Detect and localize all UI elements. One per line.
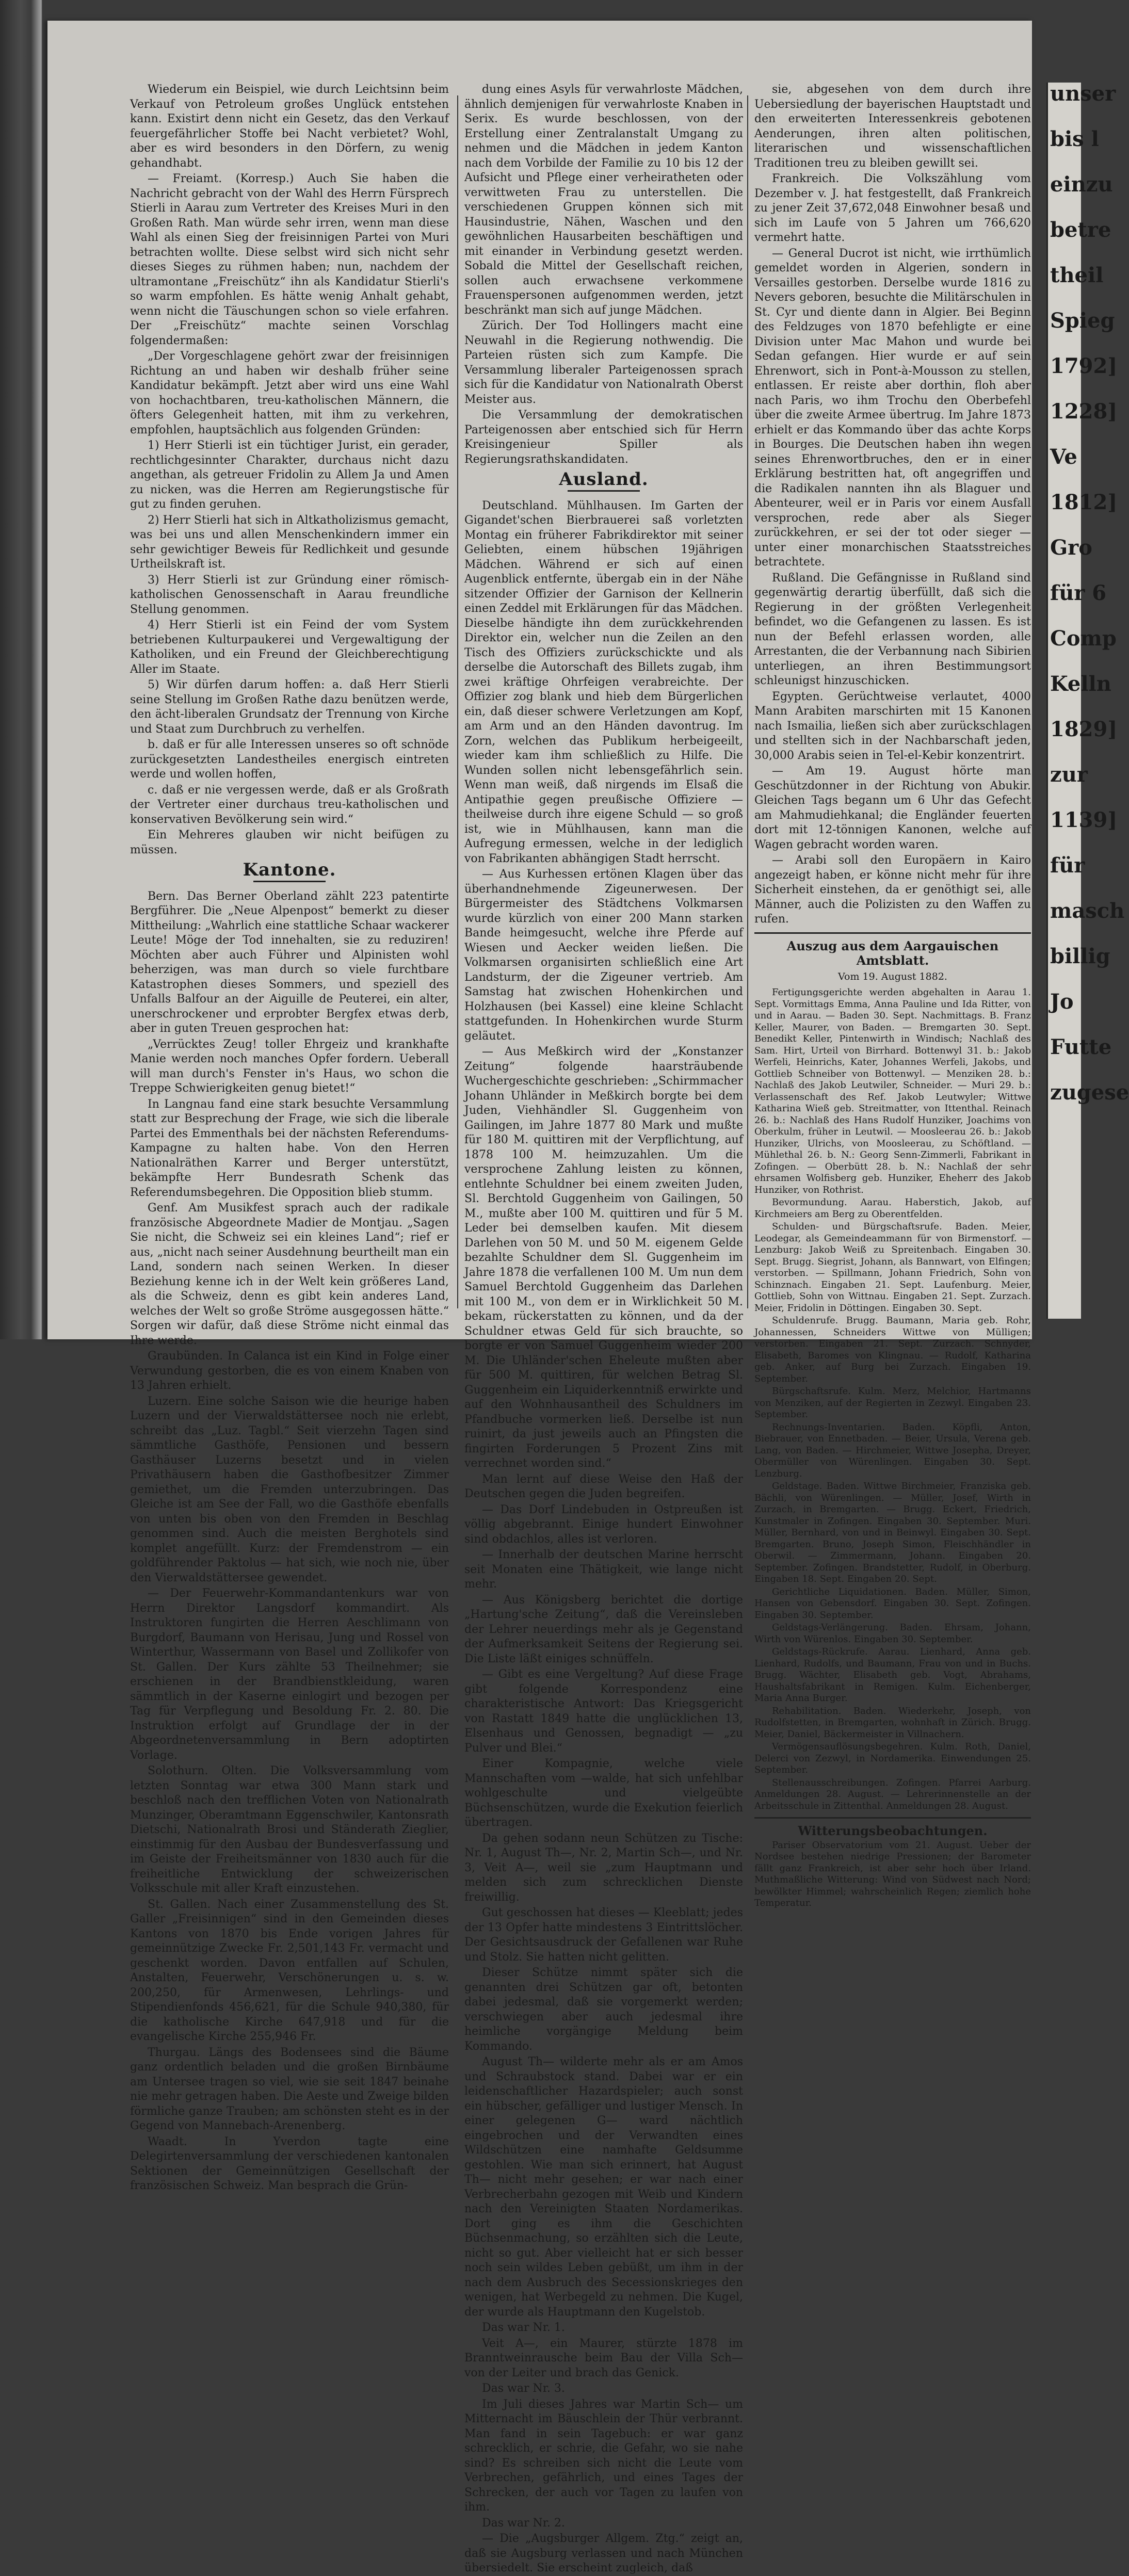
edge-fragment: Gro — [1050, 536, 1092, 560]
article-paragraph: sie, abgesehen von dem durch ihre Uebersiedlung der bayerischen Hauptstadt und den erweiterten Interessenkreis gebotenen Aenderungen, ihren alten politischen, literarischen und wissenschaftlichen Traditionen treu zu bleiben gewillt sei. — [754, 83, 1031, 170]
article-paragraph: Wiederum ein Beispiel, wie durch Leichtsinn beim Verkauf von Petroleum großes Unglück entstehen kann. Existirt denn nicht ein Gesetz, das den Verkauf feuergefährlicher Stoffe bei Nacht verbietet? Wohl, aber es wird besonders in den Dörfern, zu wenig gehandhabt. — [130, 83, 449, 170]
section-heading-kantone — [130, 860, 449, 882]
article-paragraph: Waadt. In Yverdon tagte eine Delegirtenversammlung der verschiedenen kantonalen Sektionen der Gemeinnützigen Gesellschaft der französischen Schweiz. Man besprach die Grün- — [130, 2135, 449, 2192]
edge-fragment: Kelln — [1050, 672, 1111, 696]
edge-fragment: masch — [1050, 899, 1125, 923]
edge-fragment: betre — [1050, 218, 1111, 242]
article-paragraph: Schulden- und Bürgschaftsrufe. Baden. Meier, Leodegar, als Gemeindeammann für von Birmenstorf. — Lenzburg: Jakob Weiß zu Spreitenbach. Eingaben 30. Sept. Brugg. Siegrist, Johann, als Bannwart, von Elfingen; verstorben. — Spillmann, Johann Friedrich, Sohn von Schinznach. Eingaben 21. Sept. Laufenburg. Meier, Gottlieb, Sohn von Wittnau. Eingaben 21. Sept. Zurzach. Meier, Fridolin in Döttingen. Eingaben 30. Sept. — [754, 1221, 1031, 1314]
edge-fragment: billig — [1050, 944, 1110, 968]
amtsblatt-entries — [754, 987, 1031, 1812]
article-paragraph: Vermögensauflösungsbegehren. Kulm. Roth, Daniel, Delerci von Zezwyl, in Nordamerika. Einwendungen 25. September. — [754, 1741, 1031, 1775]
article-paragraph: Stellenausschreibungen. Zofingen. Pfarrei Aarburg. Anmeldungen 28. August. — Lehrerinnenstelle an der Arbeitsschule in Zittenthal. Anmeldungen 28. August. — [754, 1777, 1031, 1811]
article-paragraph: Luzern. Eine solche Saison wie die heurige haben Luzern und der Vierwaldstättersee noch nie erlebt, schreibt das „Luz. Tagbl.“ Seit vierzehn Tagen sind sämmtliche Gasthöfe, Pensionen und bessern Gasthäuser Luzerns besetzt und in vielen Privathäusern haben die Gasthofbesitzer Zimmer gemiethet, um die Fremden unterzubringen. Das Gleiche ist am See der Fall, wo die Gasthöfe ebenfalls von unten bis oben von den Fremden in Beschlag genommen sind. Auch die meisten Berghotels sind komplet angefüllt. Kurz: der Fremdenstrom — ein goldführender Paktolus — hat sich, wie noch nie, über den Vierwaldstättersee gewendet. — [130, 1395, 449, 1584]
edge-fragment: 1792] — [1050, 354, 1118, 378]
edge-fragment: 1829] — [1050, 717, 1118, 741]
amtsblatt-date: Vom 19. August 1882. — [838, 970, 947, 982]
article-paragraph: Gerichtliche Liquidationen. Baden. Müller, Simon, Hansen von Gebensdorf. Eingaben 30. Sept. Zofingen. Eingaben 30. September. — [754, 1586, 1031, 1621]
heading-underline — [253, 881, 326, 882]
article-paragraph: c. daß er nie vergessen werde, daß er als Großrath der Vertreter einer durchaus treu-katholischen und konservativen Bevölkerung sein wird.“ — [130, 783, 449, 826]
kantone-articles — [130, 889, 449, 2194]
article-paragraph: Die Versammlung der demokratischen Parteigenossen aber entschied sich für Herrn Kreisingenieur Spiller als Regierungsrathskandidaten. — [464, 409, 743, 466]
article-paragraph: Einer Kompagnie, welche viele Mannschaften vom —walde, hat sich unfehlbar wohlgeschulte und vielgeübte Büchsenschützen, wurde die Exekution feierlich übertragen. — [464, 1757, 743, 1829]
edge-fragment: bis l — [1050, 127, 1099, 151]
article-paragraph: „Der Vorgeschlagene gehört zwar der freisinnigen Richtung an und haben wir deshalb früher seine Kandidatur bekämpft. Jetzt aber wird uns eine Wahl von hochachtbaren, treu-katholischen Männern, die öfters Gelegenheit hatten, mit ihm zu verkehren, empfohlen, hauptsächlich aus folgenden Gründen: — [130, 350, 449, 436]
article-paragraph: Schuldenrufe. Brugg. Baumann, Maria geb. Rohr, Johannessen, Schneiders Wittwe von Mülligen; verstorben. Eingaben 21. Sept. Zurzach. Schnyder, Elisabeth, Baromes von Klingnau. — Rudolf, Katharina geb. Anker, auf Burg bei Zurzach. Eingaben 19. September. — [754, 1315, 1031, 1384]
column-1 — [130, 83, 449, 2192]
article-paragraph: Genf. Am Musikfest sprach auch der radikale französische Abgeordnete Madier de Montjau. „Sagen Sie nicht, die Schweiz sei ein kleines Land“; rief er aus, „nicht nach seiner Ausdehnung beurtheilt man ein Land, sondern nach seinen Werken. In dieser Beziehung kenne ich in der Welt kein größeres Land, als die Schweiz, denn es gibt kein anderes Land, welches der Welt so große Ströme ausgegossen hätte.“ Sorgen wir dafür, daß diese Ströme nicht einmal das Ihre werde. — [130, 1202, 449, 1347]
heading-text: Ausland. — [559, 469, 649, 490]
article-paragraph: St. Gallen. Nach einer Zusammenstellung des St. Galler „Freisinnigen“ sind in den Gemeinden dieses Kantons von 1870 bis Ende vorigen Jahres für gemeinnützige Zwecke Fr. 2,501,143 Fr. vermacht und geschenkt worden. Davon entfallen auf Schulen, Anstalten, Feuerwehr, Verschönerungen u. s. w. 200,250, für Armenwesen, Lehrlings- und Stipendienfonds 456,621, für die Schule 940,380, für die katholische Kirche 647,918 und für die evangelische Kirche 255,946 Fr. — [130, 1898, 449, 2043]
edge-fragment: Ve — [1050, 445, 1077, 469]
article-paragraph: — Die „Augsburger Allgem. Ztg.“ zeigt an, daß sie Augsburg verlassen und nach München übersiedelt. Sie erscheint zugleich, daß — [464, 2532, 743, 2574]
amtsblatt-title: Auszug aus dem Aargauischen Amtsblatt. — [786, 938, 999, 968]
divider — [754, 1817, 1031, 1819]
heading-text: Kantone. — [243, 860, 336, 880]
section-heading-ausland — [464, 469, 743, 492]
article-paragraph: Das war Nr. 2. — [482, 2516, 565, 2530]
edge-fragment: 1139] — [1050, 808, 1118, 832]
edge-fragment: Comp — [1050, 626, 1117, 651]
article-paragraph: Bern. Das Berner Oberland zählt 223 patentirte Bergführer. Die „Neue Alpenpost“ bemerkt zu dieser Mittheilung: „Wahrlich eine stattliche Schaar wackerer Leute! Möge der Tod innehalten, sie zu reduziren! Möchten aber auch Führer und Alpinisten wohl beherzigen, was man durch so viele furchtbare Katastrophen dieses Sommers, und speziell des Unfalls Balfour an der Aiguille de Peuterei, ein alter, unerschrockener und erprobter Bergfex etwas derb, aber in guten Treuen gesprochen hat: — [130, 889, 449, 1035]
article-paragraph: Geldstage. Baden. Wittwe Birchmeier, Franziska geb. Bächli, von Würenlingen. — Müller, Josef, Wirth in Zurzach, in Bremgarten. — Brugg. Eckert, Friedrich, Kunstmaler in Zofingen. Eingaben 30. September. Muri. Müller, Bernhard, von und in Beinwyl. Eingaben 30. Sept. Bremgarten. Bruno, Joseph Simon, Fleischhändler in Oberwil. — Zimmermann, Johann. Eingaben 20. September. Zofingen. Brandstetter, Rudolf, in Oberburg. Eingaben 18. Sept. Eingaben 20. Sept. — [754, 1481, 1031, 1584]
article-paragraph: In Langnau fand eine stark besuchte Versammlung statt zur Besprechung der Frage, wie sich die liberale Partei des Emmenthals bei der nächsten Referendums-Kampagne zu halten habe. Von den Herren Nationalräthen Karrer und Berger unterstützt, bekämpfte Herr Bundesrath Schenk das Referendumsbegehren. Die Opposition blieb stumm. — [130, 1097, 449, 1199]
edge-fragment: unser — [1050, 82, 1116, 106]
article-paragraph: Rußland. Die Gefängnisse in Rußland sind gegenwärtig derartig überfüllt, daß sich die Regierung in der größten Verlegenheit befindet, wo die Gefangenen zu lassen. Es ist nun der Befehl erlassen worden, alle Arrestanten, die der Verbannung nach Sibirien unterliegen, an ihren Bestimmungsort schleunigst hinzuschicken. — [754, 571, 1031, 687]
edge-fragment: 1228] — [1050, 399, 1118, 424]
article-paragraph: dung eines Asyls für verwahrloste Mädchen, ähnlich demjenigen für verwahrloste Knaben in Serix. Es wurde beschlossen, von der Erstellung einer Zentralanstalt Umgang zu nehmen und die Mädchen in jedem Kanton nach dem Vorbilde der Familie zu 10 bis 12 der Aufsicht und Pflege einer verheiratheten oder verwittweten Frau zu unterstellen. Die verschiedenen Gruppen können sich mit Hausindustrie, Nähen, Waschen und den gewöhnlichen Hausarbeiten beschäftigen und mit einander in Verbindung gesetzt werden. Sobald die Mittel der Gesellschaft reichen, sollen auch erwachsene verkommene Frauenspersonen aufgenommen werden, jetzt beschränkt man sich auf junge Mädchen. — [464, 83, 743, 317]
article-paragraph: b. daß er für alle Interessen unseres so oft schnöde zurückgesetzten Landestheiles energisch eintreten werde und wollen hoffen, — [130, 738, 449, 781]
column-3 — [754, 83, 1031, 1908]
article-paragraph: Dieser Schütze nimmt später sich die genannten drei Schützen gar oft, betonten dabei jedesmal, daß sie vorgemerkt werden; verschwiegen aber auch jedesmal ihre heimliche vorgängige Meldung beim Kommando. — [464, 1966, 743, 2053]
article-paragraph: Das war Nr. 1. — [482, 2321, 565, 2334]
article-paragraph: 1) Herr Stierli ist ein tüchtiger Jurist, ein gerader, rechtlichgesinnter Charakter, durchaus nicht dazu angethan, als getreuer Fridolin zu Allem Ja und Amen zu nicken, was die Herren am Regierungstische für gut zu finden geruhen. — [130, 439, 449, 511]
article-paragraph: Bevormundung. Aarau. Haberstich, Jakob, auf Kirchmeiers am Berg zu Oberentfelden. — [754, 1197, 1031, 1220]
article-paragraph: „Verrücktes Zeug! toller Ehrgeiz und krankhafte Manie werden noch manches Opfer fordern. Ueberall will man durch's Fenster in's Haus, wo schon die Treppe Schwierigkeiten genug bietet!“ — [130, 1038, 449, 1095]
article-paragraph: Ein Mehreres glauben wir nicht beifügen zu müssen. — [130, 829, 449, 856]
article-paragraph: Deutschland. Mühlhausen. Im Garten der Gigandet'schen Bierbrauerei saß vorletzten Montag ein früherer Fabrikdirektor mit seiner Geliebten, einem hübschen 19jährigen Mädchen. Während er sich auf einen Augenblick entfernte, übergab ein in der Nähe sitzender Offizier der Garnison der Kellnerin einen Zeddel mit Erklärungen für das Mädchen. Dieselbe händigte ihn dem zurückkehrenden Direktor ein, welcher nun die Zeilen an den Tisch des Offiziers zurückschickte und als derselbe die Autorschaft des Billets zugab, ihm zwei kräftige Ohrfeigen verabreichte. Der Offizier zog blank und hieb dem Bürgerlichen ein, daß dieser schwere Verletzungen am Kopf, am Arm und an den Händen davontrug. Im Zorn, welchen das Publikum herbeigeeilt, wieder kam ihm schließlich zu Hilfe. Die Wunden sollen nicht lebensgefährlich sein. Wenn man weiß, daß nirgends im Elsaß die Antipathie gegen preußische Offiziere — theilweise durch ihre eigene Schuld — so groß ist, wie in Mühlhausen, kann man die Aufregung ermessen, welche in der lediglich von Fabrikanten abhängigen Stadt herrscht. — [464, 499, 743, 865]
divider — [754, 932, 1031, 934]
edge-fragment: Spieg — [1050, 309, 1115, 333]
edge-fragment: 1812] — [1050, 490, 1118, 514]
edge-fragment: für 6 — [1050, 581, 1107, 605]
article-paragraph: 5) Wir dürfen darum hoffen: a. daß Herr Stierli seine Stellung im Großen Rathe dazu benützen werde, den ächt-liberalen Grundsatz der Trennung von Kirche und Staat zum Durchbruch zu verhelfen. — [130, 678, 449, 736]
newspaper-page — [47, 21, 1129, 2574]
edge-fragment: zur — [1050, 763, 1088, 787]
article-paragraph: Geldstags-Rückrufe. Aarau. Lienhard, Anna geb. Lienhard, Rudolfs, und Baumann, Frau von und in Buchs. Brugg. Wächter, Elisabeth geb. Vogt, Abrahams, Haushaltsfabrikant in Remigen. Kulm. Eichenberger, Maria Anna Burger. — [754, 1646, 1031, 1704]
article-paragraph: Graubünden. In Calanca ist ein Kind in Folge einer Verwundung gestorben, die es von einem Knaben von 13 Jahren erhielt. — [130, 1350, 449, 1392]
article-paragraph: — Arabi soll den Europäern in Kairo angezeigt haben, er könne nicht mehr für ihre Sicherheit einstehen, da er genöthigt sei, alle Männer, auch die Polizisten zu den Waffen zu rufen. — [754, 854, 1031, 926]
article-paragraph: Solothurn. Olten. Die Volksversammlung vom letzten Sonntag war etwa 300 Mann stark und beschloß nach den trefflichen Voten von Nationalrath Munzinger, Oberamtmann Eggenschwiler, Kantonsrath Dietschi, Nationalrath Brosi und Ständerath Zieglier, einstimmig für den Ausbau der Bundesverfassung und im Geiste der Freiheitsmänner von 1830 auch für die freiheitliche Entwicklung der schweizerischen Volksschule mit aller Kraft einzustehen. — [130, 1764, 449, 1895]
article-paragraph: — Der Feuerwehr-Kommandantenkurs war von Herrn Direktor Langsdorf kommandirt. Als Instruktoren fungirten die Herren Aeschlimann von Burgdorf, Baumann von Herisau, Jung und Rossel von Winterthur, Wassermann von Basel und Zollikofer von St. Gallen. Der Kurs zählte 53 Theilnehmer; sie erschienen in der Brandbienstkleidung, waren sämmtlich in der Kaserne einlogirt und bezogen per Tag für Verpflegung und Besoldung Fr. 2. 80. Die Instruktion erfolgt auf Grundlage der in der Abgeordnetenversammlung in Bern adoptirten Vorlage. — [130, 1587, 449, 1762]
article-paragraph: — Das Dorf Lindebuden in Ostpreußen ist völlig abgebrannt. Einige hundert Einwohner sind obdachlos, alles ist verloren. — [464, 1503, 743, 1546]
article-paragraph: Man lernt auf diese Weise den Haß der Deutschen gegen die Juden begreifen. — [464, 1472, 743, 1500]
article-paragraph: Frankreich. Die Volkszählung vom Dezember v. J. hat festgestellt, daß Frankreich zu jener Zeit 37,672,048 Einwohner besaß und sich im Laufe von 5 Jahren um 766,620 vermehrt hatte. — [754, 172, 1031, 244]
article-paragraph: August Th— wilderte mehr als er am Amos und Schraubstock stand. Dabei war er ein leidenschaftlicher Hazardspieler; auch sonst ein hübscher, gefälliger und lustiger Mensch. In einer gelegenen G— ward nächtlich eingebrochen und der Verwandten eines Wildschützen eine namhafte Geldsumme gestohlen. Wie man sich erinnert, hat August Th— nicht mehr gesehen; er war nach einer Verbrecherbahn gezogen mit Weib und Kindern nach den Vereinigten Staaten Nordamerikas. Dort ging es ihm die Geschichten Büchsenmachung, so erzählten sich die Leute, nicht so gut. Aber vielleicht hat er sich besser noch sein wildes Leben gebüßt, um ihm in der nach dem Ausbruch des Secessionskrieges den wenigen, hat Werbegeld zu nehmen. Die Kugel, der wurde als Hauptmann den Kugelstob. — [464, 2055, 743, 2319]
article-paragraph: 3) Herr Stierli ist zur Gründung einer römisch-katholischen Genossenschaft in Aarau freundliche Stellung genommen. — [130, 573, 449, 616]
article-paragraph: Gut geschossen hat dieses — Kleeblatt; jedes der 13 Opfer hatte mindestens 3 Eintrittslöcher. Der Gesichtsausdruck der Gefallenen war Ruhe und Stolz. Sie hatten nicht gelitten. — [464, 1906, 743, 1964]
article-paragraph: 2) Herr Stierli hat sich in Altkatholizismus gemacht, was bei uns und allen Menschenkindern immer ein sehr gewichtiger Beweis für Redlichkeit und gesunde Urtheilskraft ist. — [130, 513, 449, 571]
edge-fragment: Jo — [1050, 990, 1074, 1014]
article-paragraph: — Aus Königsberg berichtet die dortige „Hartung'sche Zeitung“, daß die Vereinsleben der Lehrer neuerdings mehr als je Gegenstand der Aufmerksamkeit Seitens der Regierung sei. Die Liste läßt einiges schnüffeln. — [464, 1593, 743, 1665]
article-paragraph: Das war Nr. 3. — [482, 2382, 565, 2395]
edge-fragment: Futte — [1050, 1035, 1112, 1059]
article-paragraph: Thurgau. Längs des Bodensees sind die Bäume ganz ordentlich beladen und die großen Birnbäume am Untersee tragen so viel, wie sie seit 1847 beinahe nie mehr getragen haben. Die Aeste und Zweige bilden förmliche ganze Trauben; am schönsten steht es in der Gegend von Mannebach-Arenenberg. — [130, 2046, 449, 2132]
heading-underline — [568, 490, 640, 492]
article-paragraph: — Aus Meßkirch wird der „Konstanzer Zeitung“ folgende haarsträubende Wuchergeschichte geschrieben: „Schirmmacher Johann Uhländer in Meßkirch borgte bei dem Juden, Viehhändler Sl. Guggenheim von Gailingen, im Jahre 1877 80 Mark und mußte für 180 M. quittiren mit der Verpflichtung, auf 1878 100 M. heimzuzahlen. Um die versprochene Zahlung leisten zu können, entlehnte Schuldner bei einem zweiten Juden, Sl. Berchtold Guggenheim von Gailingen, 50 M., mußte aber 100 M. quittiren und für 5 M. Leder bei demselben kaufen. Mit diesem Darlehen von 50 M. und 50 M. eigenem Gelde bezahlte Schuldner dem Sl. Guggenheim im Jahre 1878 die verfallenen 100 M. Um nun dem Samuel Berchtold Guggenheim das Darlehen mit 100 M., von dem er in Wirklichkeit 50 M. bekam, rückerstatten zu können, und da der Schuldner etwas Geld für sich brauchte, so borgte er von Samuel Guggenheim wieder 200 M. Die Uhländer'schen Eheleute mußten aber für 500 M. quittiren, für welchen Betrag Sl. Guggenheim ein Liquiderkenntniß erwirkte und auf den Wohnhausantheil des Schuldners im Pfandbuche vormerken ließ. Derselbe ist nun ruinirt, da just jeweils auch an Pfingsten die fingirten Forderungen 5 Prozent Zins mit verrechnet worden sind.“ — [464, 1045, 743, 1470]
article-paragraph: — Gibt es eine Vergeltung? Auf diese Frage gibt folgende Korrespondenz eine charakteristische Antwort: Das Kriegsgericht von Rastatt 1849 hatte die unglücklichen 13, Elsenhaus und Genossen, begnadigt — „zu Pulver und Blei.“ — [464, 1668, 743, 1755]
article-paragraph: — Am 19. August hörte man Geschützdonner in der Richtung von Abukir. Gleichen Tags begann um 6 Uhr das Gefecht am Mahmudiehkanal; die Engländer feuerten dort mit 12-tönnigen Kanonen, welche auf Wagen gebracht worden waren. — [754, 765, 1031, 851]
article-paragraph: — Freiamt. (Korresp.) Auch Sie haben die Nachricht gebracht von der Wahl des Herrn Fürsprech Stierli in Aarau zum Vertreter des Kreises Muri in den Großen Rath. Man würde sehr irren, wenn man diese Wahl als einen Sieg der freisinnigen Partei von Muri betrachten wollte. Diese selbst wird sich nicht sehr dieses Sieges zu rühmen haben; nun, nachdem der ultramontane „Freischütz“ ihn als Kandidatur Stierli's so warm empfohlen. Es hätte wenig Anhalt gehabt, wenn nicht die Täuschungen schon so viele erfahren. Der „Freischütz“ machte seinen Vorschlag folgendermaßen: — [130, 172, 449, 347]
article-paragraph: Da gehen sodann neun Schützen zu Tische: Nr. 1, August Th—, Nr. 2, Martin Sch—, und Nr. 3, Veit A—, weil sie „zum Hauptmann und melden sich zum schrecklichen Dienste freiwillig. — [464, 1832, 743, 1904]
article-paragraph: 4) Herr Stierli ist ein Feind der vom System betriebenen Kulturpaukerei und Vergewaltigung der Katholiken, und ein Freund der Gleichberechtigung Aller im Staate. — [130, 619, 449, 676]
column-1-articles — [130, 83, 449, 857]
article-paragraph: Fertigungsgerichte werden abgehalten in Aarau 1. Sept. Vormittags Emma, Anna Pauline und Ida Ritter, von und in Aarau. — Baden 30. Sept. Nachmittags. B. Franz Keller, Maurer, von Baden. — Bremgarten 30. Sept. Benedikt Keller, Pintenwirth in Windisch; Nachlaß des Sam. Hirt, Urteil von Birrhard. Bottenwyl 31. b.: Jakob Werfeli, Heinrichs, Kater, Johannes Werfeli, Jakobs, und Gottlieb Schneiber von Bottenwyl. — Menziken 28. b.: Nachlaß des Jakob Leutwiler, Schneider. — Muri 29. b.: Verlassenschaft des Ref. Jakob Leutwyler; Wittwe Katharina Wieß geb. Streitmatter, von Ittenthal. Reinach 26. b.: Nachlaß des Hans Rudolf Hunziker, Joachims von Oberkulm, früher in Leutwil. — Moosleerau 26. b.: Jakob Hunziker, Ulrichs, von Moosleerau, zu Schöftland. — Mühlethal 26. b. N.: Georg Senn-Zimmerli, Fabrikant in Zofingen. — Oberbütt 28. b. N.: Nachlaß der sehr ehrsamen Wolfisberg geb. Hunziker, Eheherr des Jakob Hunziker, von Rothrist. — [754, 987, 1031, 1195]
edge-fragment: zugese — [1050, 1080, 1129, 1105]
edge-fragment: für — [1050, 853, 1085, 878]
article-paragraph: Zürich. Der Tod Hollingers macht eine Neuwahl in die Regierung nothwendig. Die Parteien rüsten sich zum Kampfe. Die Versammlung liberaler Parteigenossen sprach sich für die Kandidatur von Nationalrath Oberst Meister aus. — [464, 319, 743, 406]
article-paragraph: Rechnungs-Inventarien. Baden. Köpfli, Anton, Biebrauer, von Ennetbaden. — Beier, Ursula, Verena geb. Lang, von Baden. — Hirchmeier, Wittwe Josepha, Dreyer, Obermüller von Würenlingen. Eingaben 30. Sept. Lenzburg. — [754, 1421, 1031, 1479]
article-paragraph: Rehabilitation. Baden. Wiederkehr, Joseph, von Rudolfstetten, in Bremgarten, wohnhaft in Zürich. Brugg. Meier, Daniel, Bäckermeister in Villnachern. — [754, 1705, 1031, 1740]
article-paragraph: Im Juli dieses Jahres war Martin Sch— um Mitternacht im Bäuschlein der Thür verbrannt. Man fand in sein Tagebuch: er war ganz schrecklich, er schrie, die Gefahr, wo sie nahe sind? Es schreiben sich nicht die Leute vom Verbrechen, gefährlich, und eines Tages der Schrecken, der auch vor Tagen zu laufen von ihm. — [464, 2397, 743, 2514]
article-paragraph: — General Ducrot ist nicht, wie irrthümlich gemeldet worden in Algerien, sondern in Versailles gestorben. Derselbe wurde 1816 zu Nevers geboren, besuchte die Militärschulen in St. Cyr und diente dann in Algier. Bei Beginn des Feldzuges von 1870 befehligte er eine Division unter Mac Mahon und wurde bei Sedan gefangen. Hier wurde er auf sein Ehrenwort, sich in Pont-à-Mousson zu stellen, entlassen. Er reiste aber dorthin, floh aber nach Paris, wo ihm Trochu den Oberbefehl über die zweite Armee übertrug. Im Jahre 1873 erhielt er das Kommando über das achte Korps in Bourges. Die Deutschen haben ihn wegen seines Ehrenwortbruches, den er in einer Erklärung bestritten hat, oft angegriffen und die Radikalen nannten ihn als Blaguer und Abenteurer, weil er in Paris vor einem Ausfall versprochen, rede aber als Sieger zurückkehren, er sei der tot oder sieger — unter einer monarchischen Staatsstreiches betrachtete. — [754, 247, 1031, 569]
ausland-articles — [464, 499, 743, 2576]
article-paragraph: — Aus Kurhessen ertönen Klagen über das überhandnehmende Zigeunerwesen. Der Bürgermeister des Städtchens Volkmarsen wurde kürzlich von einer 200 Mann starken Bande heimgesucht, welche ihre Pferde auf Wiesen und Aecker weiden ließen. Die Volkmarsen organisirten schließlich eine Art Landsturm, der die Zigeuner vertrieb. Am Samstag hat zwischen Hohenkirchen und Holzhausen (bei Kassel) eine kleine Schlacht stattgefunden. In Hohenkirchen wurde Sturm geläutet. — [464, 868, 743, 1043]
column-rule — [747, 95, 748, 1308]
adjacent-page-fragment — [1046, 82, 1129, 1319]
article-paragraph: Geldstags-Verlängerung. Baden. Ehrsam, Johann, Wirth von Würenlos. Eingaben 30. September. — [754, 1622, 1031, 1645]
weather-text: Pariser Observatorium vom 21. August. Ueber der Nordsee bestehen niedrige Pressionen; der Barometer fällt ganz Frankreich, ist aber sehr hoch über Irland. Muthmaßliche Witterung: Wind von Südwest nach Nord; bewölkter Himmel; wahrscheinlich Regen; ziemlich hohe Temperatur. — [754, 1839, 1031, 1908]
column-2 — [464, 83, 743, 2574]
column-2-articles — [464, 83, 743, 467]
edge-fragment: theil — [1050, 263, 1104, 287]
article-paragraph: — Innerhalb der deutschen Marine herrscht seit Monaten eine Thätigkeit, wie lange nicht mehr. — [464, 1548, 743, 1591]
article-paragraph: Bürgschaftsrufe. Kulm. Merz, Melchior, Hartmanns von Menziken, auf der Regierten in Zezwyl. Eingaben 23. September. — [754, 1386, 1031, 1420]
article-paragraph: Egypten. Gerüchtweise verlautet, 4000 Mann Arabiten marschirten mit 15 Kanonen nach Ismailia, ließen sich aber zurückschlagen und stellten sich in der Nachbarschaft jeden, 30,000 Arabis seien in Tel-el-Kebir konzentrirt. — [754, 690, 1031, 762]
weather-title: Witterungsbeobachtungen. — [798, 1823, 988, 1838]
column-3-articles — [754, 83, 1031, 927]
column-rule — [457, 95, 458, 1308]
article-paragraph: Veit A—, ein Maurer, stürzte 1878 im Branntweinrausche beim Bau der Villa Sch— von der Leiter und brach das Genick. — [464, 2337, 743, 2379]
edge-fragment: einzu — [1050, 172, 1113, 197]
